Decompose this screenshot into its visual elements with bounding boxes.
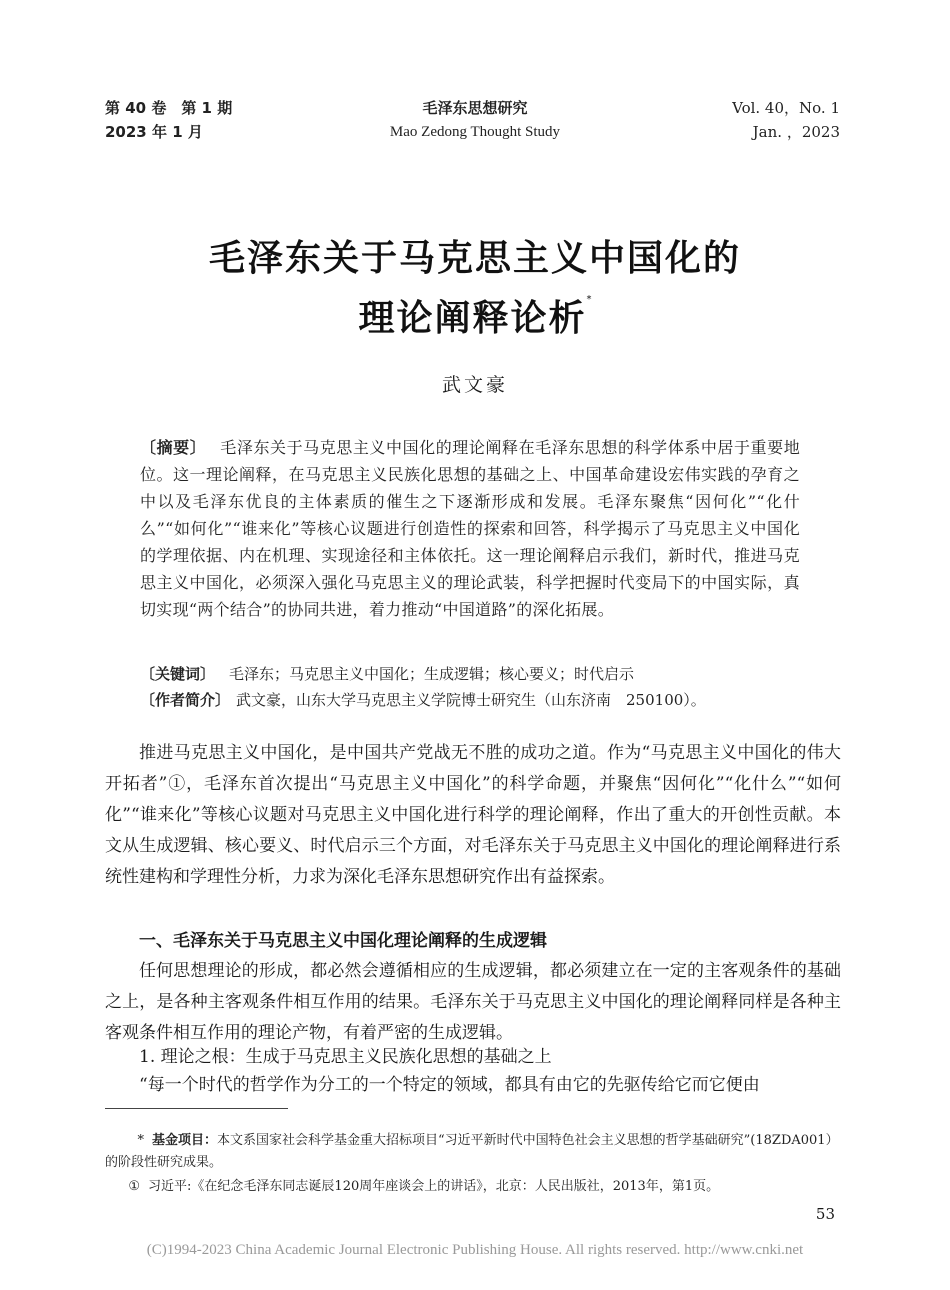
citation-footnote-1-mark: ① (128, 1179, 141, 1194)
header-volume-issue-en: Vol. 40，No. 1 (732, 99, 840, 117)
abstract (140, 434, 800, 623)
author-info-text: 武文豪，山东大学马克思主义学院博士研究生（山东济南 250100）。 (236, 691, 706, 709)
copyright-footer: (C)1994-2023 China Academic Journal Electronic Publishing House. All rights reserved. http://www.cnki.net (146, 1242, 804, 1258)
header-volume-issue: 第 40 卷 第 1 期 (105, 99, 233, 117)
fund-footnote-mark: * (137, 1133, 144, 1148)
keywords (140, 662, 820, 686)
section-1-heading: 一、毛泽东关于马克思主义中国化理论阐释的生成逻辑 (139, 931, 547, 951)
abstract-label: 〔摘要〕 (140, 438, 207, 457)
article-title-line2 (0, 290, 950, 341)
abstract-text: 毛泽东关于马克思主义中国化的理论阐释在毛泽东思想的科学体系中居于重要地位。这一理论阐释，在马克思主义民族化思想的基础之上、中国革命建设宏伟实践的孕育之中以及毛泽东优良的主体素质的催生之下逐渐形成和发展。毛泽东聚焦“因何化”“化什么”“如何化”“谁来化”等核心议题进行创造性的探索和回答，科学揭示了马克思主义中国化的学理依据、内在机理、实现途径和主体依托。这一理论阐释启示我们，新时代，推进马克思主义中国化，必须深入强化马克思主义的理论武装，科学把握时代变局下的中国实际，真切实现“两个结合”的协同共进，着力推动“中国道路”的深化拓展。 (140, 438, 800, 619)
footnote-divider (105, 1108, 288, 1109)
citation-footnote-1-text: 习近平:《在纪念毛泽东同志诞辰120周年座谈会上的讲话》，北京：人民出版社，2013年，第1页。 (148, 1179, 720, 1194)
fund-footnote-label: 基金项目： (152, 1133, 218, 1148)
article-title-line2-text: 理论阐释论析 (358, 298, 587, 339)
section-1-paragraph: 任何思想理论的形成，都必然会遵循相应的生成逻辑，都必须建立在一定的主客观条件的基础之上，是各种主客观条件相互作用的结果。毛泽东关于马克思主义中国化的理论阐释同样是各种主客观条件相互作用的理论产物，有着严密的生成逻辑。 (105, 961, 841, 1043)
author-name: 武文豪 (441, 374, 508, 396)
subsection-1-heading: 1. 理论之根：生成于马克思主义民族化思想的基础之上 (139, 1047, 552, 1067)
author-info-label: 〔作者简介〕 (140, 691, 231, 709)
fund-footnote (105, 1130, 845, 1174)
citation-footnote-1 (105, 1176, 845, 1198)
quote-paragraph: “每一个时代的哲学作为分工的一个特定的领域，都具有由它的先驱传给它而它便由 (139, 1075, 760, 1095)
keywords-label: 〔关键词〕 (140, 665, 216, 683)
page-number: 53 (815, 1205, 835, 1223)
header-journal-en: Mao Zedong Thought Study (389, 124, 561, 140)
author-info (140, 688, 820, 712)
header-date: 2023 年 1 月 (105, 123, 203, 141)
title-footnote-mark: * (586, 294, 592, 305)
article-title-line1: 毛泽东关于马克思主义中国化的 (208, 238, 741, 279)
fund-footnote-text: 本文系国家社会科学基金重大招标项目“习近平新时代中国特色社会主义思想的哲学基础研究”(18ZDA001）的阶段性研究成果。 (105, 1133, 839, 1170)
keywords-text: 毛泽东；马克思主义中国化；生成逻辑；核心要义；时代启示 (229, 665, 635, 683)
header-journal-cn: 毛泽东思想研究 (422, 99, 528, 117)
intro-paragraph: 推进马克思主义中国化，是中国共产党战无不胜的成功之道。作为“马克思主义中国化的伟大开拓者”①，毛泽东首次提出“马克思主义中国化”的科学命题，并聚焦“因何化”“化什么”“如何化”“谁来化”等核心议题对马克思主义中国化进行科学的理论阐释，作出了重大的开创性贡献。本文从生成逻辑、核心要义、时代启示三个方面，对毛泽东关于马克思主义中国化的理论阐释进行系统性建构和学理性分析，力求为深化毛泽东思想研究作出有益探索。 (105, 743, 841, 887)
header-date-en: Jan. ，2023 (752, 123, 840, 141)
